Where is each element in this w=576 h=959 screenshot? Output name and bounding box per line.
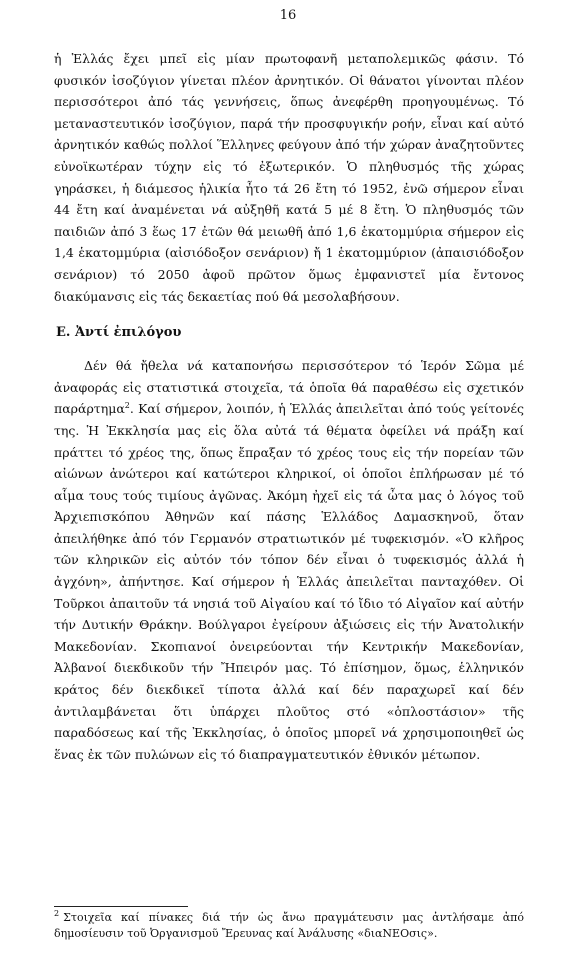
footnote-number: 2 [54,909,60,919]
footnote-separator [54,906,188,907]
page-number: 16 [279,8,297,23]
paragraph-epilogue-text-end: . Καί σήμερον, λοιπόν, ἡ Ἑλλάς ἀπειλεῖται ἀπό τούς γείτονές της. Ἡ Ἐκκλησία μας εἰς ὅλα αὐτά τά θέματα ὀφείλει νά πράξη καί πράττει τό χρέος της, ὅπως ἔπραξαν τό χρέος τους εἰς τήν πορείαν τῶν αἰώνων ἀνώτεροι καί κατώτεροι κληρικοί, οἱ ὁποῖοι ἐπλήρωσαν μέ τό αἷμα τους τούς τιμίους ἀγῶνας. Ἀκόμη ἠχεῖ εἰς τά ὦτα μας ὁ λόγος τοῦ Ἀρχιεπισκόπου Ἀθηνῶν καί πάσης Ἑλλάδος Δαμασκηνοῦ, ὅταν ἀπειλήθηκε ἀπό τόν Γερμανόν στρατιωτικόν μέ τυφεκισμόν. «Ὁ κλῆρος τῶν κληρικῶν εἰς αὐτόν τόν τόπον δέν εἶναι ὁ τυφεκισμός ἀλλά ἡ ἀγχόνη», ἀπήντησε. Καί σήμερον ἡ Ἑλλάς ἀπειλεῖται πανταχόθεν. Οἱ Τοῦρκοι ἀπαιτοῦν τά νησιά τοῦ Αἰγαίου καί τό ἴδιο τό Αἰγαῖον καί αὐτήν τήν Δυτικήν Θράκην. Βούλγαροι ἐγείρουν ἀξιώσεις εἰς τήν Ἀνατολικήν Μακεδονίαν. Σκοπιανοί ὀνειρεύονται τήν Κεντρικήν Μακεδονίαν, Ἀλβανοί διεκδικοῦν τήν Ἤπειρόν μας. Τό ἐπίσημον, ὅμως, ἑλληνικόν κράτος δέν διεκδικεῖ τίποτα ἀλλά καί δέν παραχωρεῖ καί δέν ἀντιλαμβάνεται ὅτι ὑπάρχει πλοῦτος στό «ὁπλοστάσιον» τῆς παραδόσεως καί τῆς Ἐκκλησίας, ὁ ὁποῖος μπορεῖ νά χρησιμοποιηθεῖ ὡς ἕνας ἐκ τῶν πυλώνων εἰς τό διαπραγματευτικόν ἐθνικόν μέτωπον. [54,401,524,762]
section-heading: Ε. Ἀντί ἐπιλόγου [56,325,182,341]
footnote-reference[interactable]: 2 [124,401,130,411]
paragraph-epilogue-text-start: Δέν θά ἤθελα νά καταπονήσω περισσότερον τό Ἱερόν Σῶμα μέ ἀναφοράς εἰς στατιστικά στοιχεῖα, τά ὁποῖα θά παραθέσω εἰς σχετικόν παράρτημα [54,358,524,417]
main-text [54,48,524,765]
paragraph-continued: ἡ Ἑλλάς ἔχει μπεῖ εἰς μίαν πρωτοφανῆ μεταπολεμικῶς φάσιν. Τό φυσικόν ἰσοζύγιον γίνεται πλέον ἀρνητικόν. Οἱ θάνατοι γίνονται πλέον περισσότεροι ἀπό τάς γεννήσεις, ὅπως ἀνεφέρθη προηγουμένως. Τό μεταναστευτικόν ἰσοζύγιον, παρά τήν προσφυγικήν ροήν, εἶναι καί αὐτό ἀρνητικόν καθώς πολλοί Ἕλληνες φεύγουν ἀπό τήν χώραν ἀναζητοῦντες εὐνοϊκωτέραν τύχην εἰς τό ἐξωτερικόν. Ὁ πληθυσμός τῆς χώρας γηράσκει, ἡ διάμεσος ἡλικία ἦτο τά 26 ἔτη τό 1952, ἐνῶ σήμερον εἶναι 44 ἔτη καί ἀναμένεται νά αὐξηθῆ κατά 5 μέ 8 ἔτη. Ὁ πληθυσμός τῶν παιδιῶν ἀπό 3 ἕως 17 ἐτῶν θά μειωθῆ ἀπό 1,6 ἑκατομμύρια σήμερον εἰς 1,4 ἑκατομμύρια (αἰσιόδοξον σενάριον) ἤ 1 ἑκατομμύριον (ἀπαισιόδοξον σενάριον) τό 2050 ἀφοῦ πρῶτον ὅμως ἐμφανιστεῖ μία ἔντονος διακύμανσις εἰς τάς δεκαετίας πού θά μεσολαβήσουν. [54,51,524,304]
paragraph-epilogue [54,355,524,765]
footnote [54,910,524,942]
footnote-text: Στοιχεῖα καί πίνακες διά τήν ὡς ἄνω πραγμάτευσιν μας ἀντλήσαμε ἀπό δημοσίευσιν τοῦ Ὀργανισμοῦ Ἔρευνας καί Ἀνάλυσης «διαΝΕΟσις». [54,911,524,940]
